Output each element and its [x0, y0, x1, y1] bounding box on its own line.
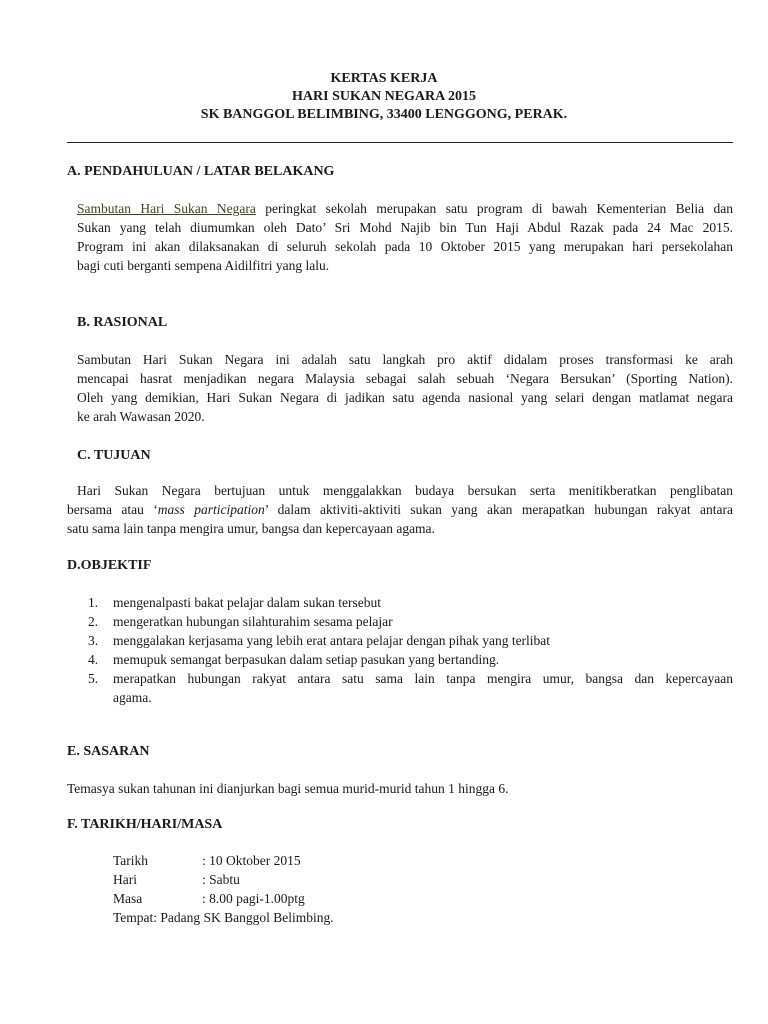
section-a-line-3: Program ini akan dilaksanakan di seluruh sekolah pada 10 Oktober 2015 yang merupakan hari persekolahan	[77, 239, 733, 254]
section-f-heading: F. TARIKH/HARI/MASA	[67, 817, 223, 832]
section-c-paragraph	[67, 481, 733, 538]
doc-subtitle: HARI SUKAN NEGARA 2015	[292, 89, 476, 104]
section-c-line-3: satu sama lain tanpa mengira umur, bangsa dan kepercayaan agama.	[67, 521, 435, 536]
section-b-paragraph	[77, 350, 733, 426]
objective-list	[88, 593, 733, 707]
list-item: 3. menggalakan kerjasama yang lebih erat antara pelajar dengan pihak yang terlibat	[88, 633, 551, 648]
section-b-line-3: Oleh yang demikian, Hari Sukan Negara di jadikan satu agenda nasional yang selari dengan matlamat negara	[77, 390, 733, 405]
section-b-heading: B. RASIONAL	[77, 315, 168, 330]
list-item: 2. mengeratkan hubungan silahturahim sesama pelajar	[88, 614, 393, 629]
section-a-line-2: Sukan yang telah diumumkan oleh Dato’ Sri Mohd Najib bin Tun Haji Abdul Razak pada 24 Mac 2015.	[77, 220, 733, 235]
section-b-line-1: Sambutan Hari Sukan Negara ini adalah satu langkah pro aktif didalam proses transformasi ke arah	[77, 352, 733, 367]
section-b-line-2: mencapai hasrat menjadikan negara Malaysia sebagai salah sebuah ‘Negara Bersukan’ (Sporting Nation).	[77, 371, 733, 386]
section-e-text: Temasya sukan tahunan ini dianjurkan bagi semua murid-murid tahun 1 hingga 6.	[67, 781, 509, 796]
section-a-paragraph	[77, 199, 733, 275]
list-item: 1. mengenalpasti bakat pelajar dalam sukan tersebut	[88, 595, 382, 610]
section-a-heading: A. PENDAHULUAN / LATAR BELAKANG	[67, 164, 335, 179]
section-c-line-2: bersama atau ‘mass participation’ dalam aktiviti-aktiviti sukan yang akan merapatkan hubungan rakyat antara	[67, 502, 733, 517]
section-a-line-1: Sambutan Hari Sukan Negara peringkat sekolah merupakan satu program di bawah Kementerian Belia dan	[77, 201, 733, 216]
document-header	[0, 70, 768, 124]
sambutan-link[interactable]: Sambutan Hari Sukan Negara	[77, 201, 256, 216]
section-a-line-4: bagi cuti berganti sempena Aidilfitri yang lalu.	[77, 258, 330, 273]
list-item: 5. merapatkan hubungan rakyat antara satu sama lain tanpa mengira umur, bangsa dan kepercayaan agama.	[88, 671, 733, 705]
header-divider	[67, 142, 733, 143]
section-e-heading: E. SASARAN	[67, 744, 150, 759]
list-item: 4. memupuk semangat berpasukan dalam setiap pasukan yang bertanding.	[88, 652, 500, 667]
doc-title: KERTAS KERJA	[330, 71, 438, 86]
school-address: SK BANGGOL BELIMBING, 33400 LENGGONG, PERAK.	[200, 107, 568, 122]
section-c-line-1: Hari Sukan Negara bertujuan untuk menggalakkan budaya bersukan serta menitikberatkan penglibatan	[77, 483, 733, 498]
section-d-heading: D.OBJEKTIF	[67, 558, 152, 573]
section-c-heading: C. TUJUAN	[77, 448, 151, 463]
section-b-line-4: ke arah Wawasan 2020.	[77, 409, 205, 424]
mass-participation-term: mass participation	[157, 502, 265, 517]
